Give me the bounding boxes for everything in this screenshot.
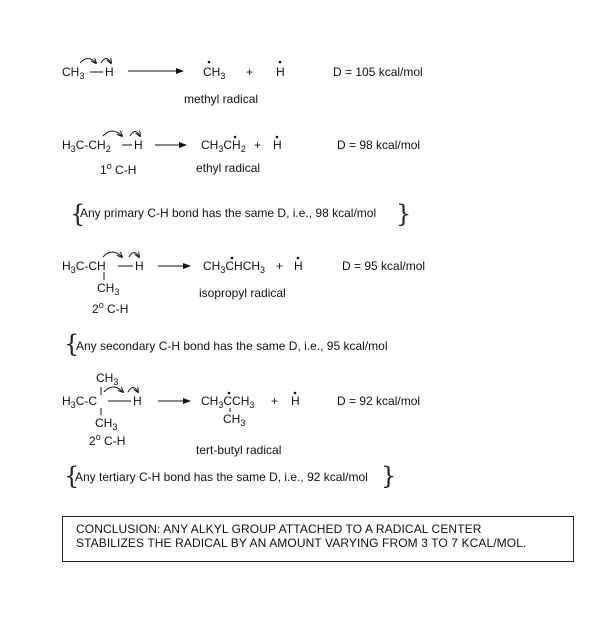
isopropyl-reaction — [62, 252, 425, 358]
primary-note: Any primary C-H bond has the same D, i.e., 98 kcal/mol — [80, 206, 377, 220]
tertbutyl-bottom-methyl: $CH_3$ — [95, 416, 118, 432]
methyl-reactant-h: H — [105, 65, 114, 79]
isopropyl-reactant-h: H — [135, 259, 144, 273]
secondary-note: Any secondary C-H bond has the same D, i.e., 95 kcal/mol — [76, 339, 388, 353]
tertbutyl-reaction — [62, 371, 420, 490]
tertbutyl-product-h: H — [291, 394, 300, 408]
ethyl-radical-label: ethyl radical — [196, 161, 261, 175]
ethyl-reaction — [62, 131, 420, 228]
isopropyl-radical-label: isopropyl radical — [199, 286, 286, 300]
ethyl-bond-type: 1$^o$ C-H — [100, 161, 137, 177]
fishhook-arrow — [80, 59, 96, 64]
isopropyl-methyl-branch: $CH_3$ — [97, 281, 120, 297]
right-brace: } — [396, 200, 412, 228]
fishhook-arrow — [101, 59, 111, 64]
tertbutyl-product-methyl: $CH_3$ — [223, 412, 246, 428]
plus-sign: + — [246, 65, 254, 79]
plus-sign: + — [276, 259, 284, 273]
plus-sign: + — [271, 394, 279, 408]
conclusion-box — [62, 516, 574, 562]
tertbutyl-product: $CH_3CCH_3$ — [201, 394, 255, 410]
left-brace: { — [70, 200, 86, 228]
methyl-radical-label: methyl radical — [184, 92, 259, 106]
conclusion-line-2: STABILIZES THE RADICAL BY AN AMOUNT VARYING FROM 3 TO 7 KCAL/MOL. — [76, 536, 527, 550]
left-brace: { — [64, 330, 80, 358]
tertbutyl-bond-type: 2$^o$ C-H — [89, 432, 126, 448]
radical-dot — [279, 61, 282, 64]
fishhook-arrow — [103, 252, 122, 257]
fishhook-arrow — [104, 387, 123, 392]
methyl-reaction — [62, 59, 423, 107]
tertiary-note: Any tertiary C-H bond has the same D, i.e., 92 kcal/mol — [75, 470, 368, 484]
conclusion-line-1: CONCLUSION: ANY ALKYL GROUP ATTACHED TO A RADICAL CENTER — [76, 522, 482, 536]
methyl-product-h: H — [276, 65, 285, 79]
tertbutyl-radical-label: tert-butyl radical — [196, 443, 282, 457]
isopropyl-reactant: $H_3C-CH$ — [62, 259, 106, 275]
tertbutyl-top-methyl: $CH_3$ — [96, 371, 119, 387]
ethyl-bond-energy: D = 98 kcal/mol — [337, 138, 421, 152]
ethyl-reactant: $H_3C-CH_2$ — [62, 138, 111, 154]
fishhook-arrow — [128, 388, 138, 393]
fishhook-arrow — [130, 132, 140, 137]
ethyl-product: $CH_3CH_2$ — [201, 138, 246, 154]
methyl-bond-energy: D = 105 kcal/mol — [333, 65, 423, 79]
right-brace: } — [381, 462, 397, 490]
left-brace: { — [64, 462, 80, 490]
isopropyl-product: $CH_3CHCH_3$ — [203, 259, 266, 275]
methyl-product-ch3: $CH_3$ — [203, 65, 226, 81]
isopropyl-product-h: H — [294, 259, 303, 273]
tertbutyl-bond-energy: D = 92 kcal/mol — [337, 394, 421, 408]
ethyl-reactant-h: H — [134, 138, 143, 152]
tertbutyl-reactant: $H_3C-C$ — [62, 394, 98, 410]
tertbutyl-reactant-h: H — [133, 394, 142, 408]
isopropyl-bond-energy: D = 95 kcal/mol — [342, 259, 426, 273]
methyl-reactant-ch3: $CH_3$ — [62, 65, 85, 81]
plus-sign: + — [254, 138, 262, 152]
isopropyl-bond-type: 2$^o$ C-H — [92, 300, 129, 316]
radical-dot — [208, 61, 211, 64]
ethyl-product-h: H — [273, 138, 282, 152]
fishhook-arrow — [129, 253, 139, 258]
fishhook-arrow — [103, 131, 122, 136]
